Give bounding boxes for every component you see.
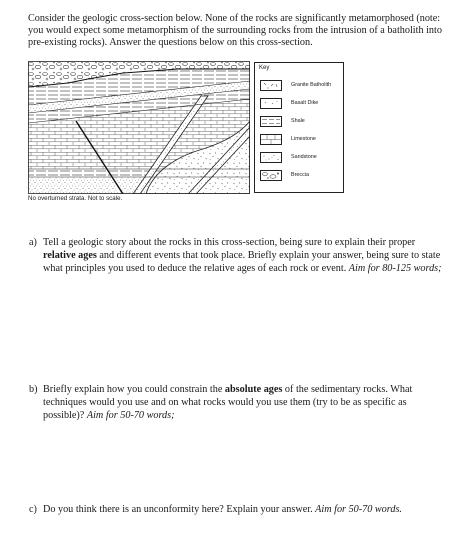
question-letter: a) [29, 237, 37, 248]
cross-section-diagram [28, 61, 250, 194]
question-emphasis: relative ages [43, 250, 97, 261]
key-item-limestone [260, 134, 344, 147]
shale-swatch [260, 116, 282, 127]
question-text: of the sedimentary rocks. What techniques would you use and on what rocks would you use them (try to be as specific as possible)? [43, 384, 413, 421]
key-label: Shale [291, 118, 305, 124]
key-label: Sandstone [291, 154, 317, 160]
sandstone-swatch [260, 152, 282, 163]
key-item-basalt [260, 98, 344, 111]
word-limit: Aim for 50-70 words; [86, 410, 175, 421]
question-text: Do you think there is an unconformity here? Explain your answer. [43, 504, 316, 515]
limestone-swatch [260, 134, 282, 145]
key-label: Limestone [291, 136, 316, 142]
key-label: Breccia [291, 172, 309, 178]
word-limit: Aim for 50-70 words. [315, 504, 402, 515]
question-text: Briefly explain how you could constrain the [43, 384, 225, 395]
word-limit: Aim for 80-125 words; [348, 263, 442, 274]
key-item-shale [260, 116, 344, 129]
diagram-caption: No overturned strata. Not to scale. [28, 195, 123, 202]
question-text: Tell a geologic story about the rocks in this cross-section, being sure to explain their proper [43, 237, 416, 248]
key-label: Basalt Dike [291, 100, 319, 106]
intro-paragraph: Consider the geologic cross-section below. None of the rocks are significantly metamorphosed (note: you would expect some metamorphism of the surrounding rocks from the intrusion of a batholith into pre-existing rocks). Answer the questions below on this cross-section. [28, 13, 442, 49]
key-legend [254, 62, 344, 193]
key-title: Key [259, 65, 270, 71]
question-b [29, 383, 443, 422]
key-label: Granite Batholith [291, 82, 332, 88]
question-letter: b) [29, 384, 38, 395]
question-text: and different events that took place. Briefly explain your answer, being sure to state what principles you used to deduce the relative ages of each rock or event. [43, 250, 441, 274]
basalt-swatch [260, 98, 282, 109]
breccia-swatch [260, 170, 282, 181]
question-c [29, 503, 443, 516]
key-item-granite [260, 80, 344, 93]
question-emphasis: absolute ages [224, 384, 283, 395]
key-item-breccia [260, 170, 344, 183]
granite-swatch [260, 80, 282, 91]
key-item-sandstone [260, 152, 344, 165]
question-a [29, 236, 443, 275]
question-letter: c) [29, 504, 37, 515]
